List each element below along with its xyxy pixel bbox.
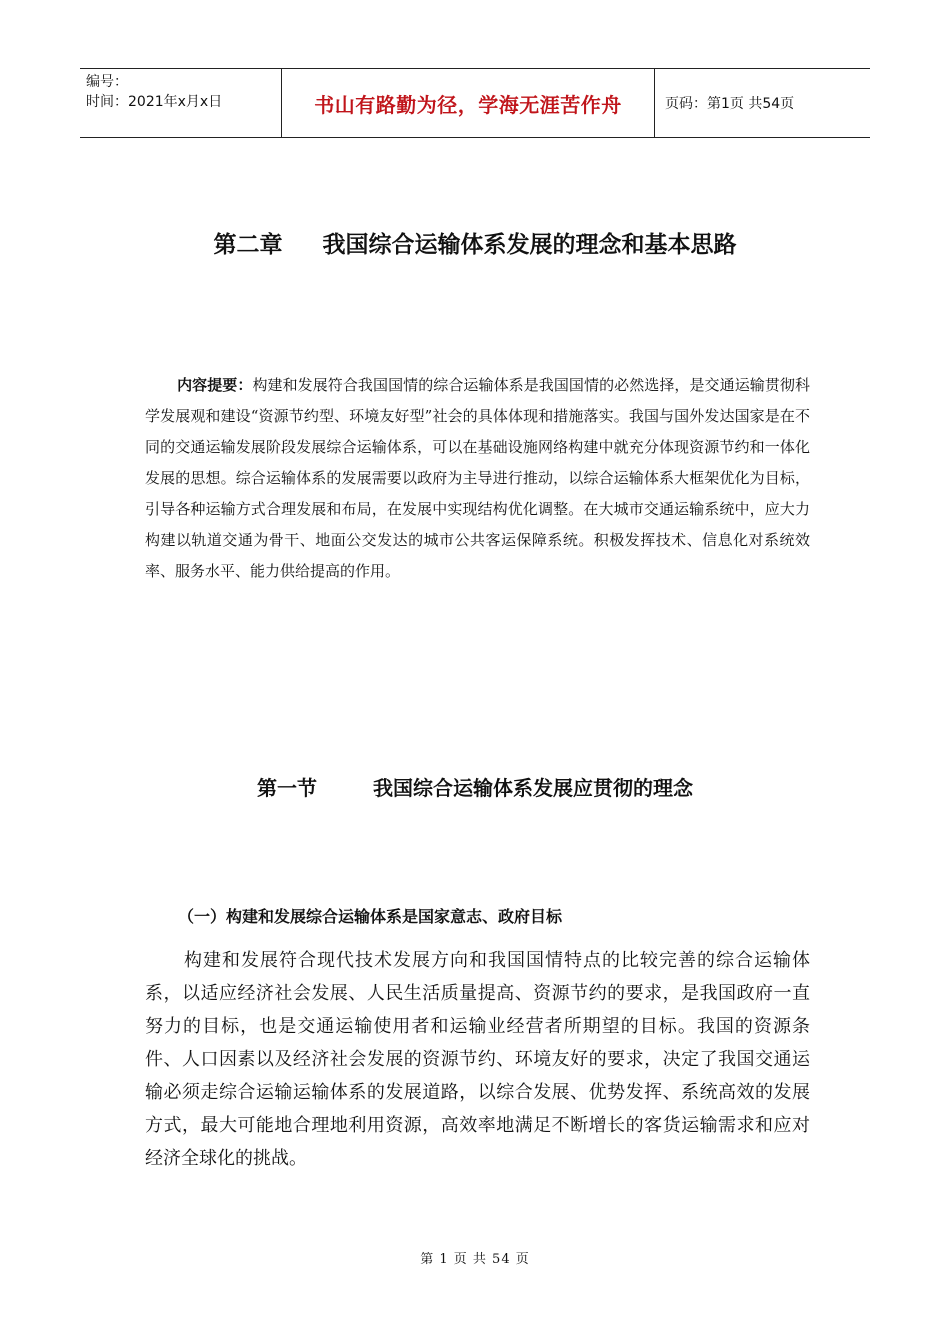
header-meta-cell <box>80 69 282 137</box>
section-heading <box>0 772 950 801</box>
body-paragraph <box>145 944 810 1175</box>
section-number: 第一节 <box>257 776 317 800</box>
date-line: 时间：2021年x月x日 <box>86 94 223 110</box>
header-table <box>80 68 870 138</box>
abstract-text: 构建和发展符合我国国情的综合运输体系是我国国情的必然选择，是交通运输贯彻科学发展观和建设“资源节约型、环境友好型”社会的具体体现和措施落实。我国与国外发达国家是在不同的交通运输发展阶段发展综合运输体系，可以在基础设施网络构建中就充分体现资源节约和一体化发展的思想。综合运输体系的发展需要以政府为主导进行推动，以综合运输体系大框架优化为目标，引导各种运输方式合理发展和布局，在发展中实现结构优化调整。在大城市交通运输系统中，应大力构建以轨道交通为骨干、地面公交发达的城市公共客运保障系统。积极发挥技术、信息化对系统效率、服务水平、能力供给提高的作用。 <box>145 376 810 580</box>
page-footer: 第 1 页 共 54 页 <box>420 1252 530 1267</box>
abstract <box>145 370 810 587</box>
page-info: 页码：第1页 共54页 <box>665 96 795 112</box>
abstract-label: 内容提要： <box>177 376 253 394</box>
chapter-number: 第二章 <box>213 232 283 258</box>
code-label: 编号： <box>86 74 128 90</box>
chapter-heading <box>0 226 950 259</box>
body-text: 构建和发展符合现代技术发展方向和我国国情特点的比较完善的综合运输体系，以适应经济社会发展、人民生活质量提高、资源节约的要求，是我国政府一直努力的目标，也是交通运输使用者和运输业经营者所期望的目标。我国的资源条件、人口因素以及经济社会发展的资源节约、环境友好的要求，决定了我国交通运输必须走综合运输运输体系的发展道路，以综合发展、优势发挥、系统高效的发展方式，最大可能地合理地利用资源，高效率地满足不断增长的客货运输需求和应对经济全球化的挑战。 <box>145 950 810 1169</box>
motto: 书山有路勤为径，学海无涯苦作舟 <box>282 69 655 137</box>
section-title: 我国综合运输体系发展应贯彻的理念 <box>373 776 693 800</box>
chapter-title: 我国综合运输体系发展的理念和基本思路 <box>322 232 737 258</box>
subsection-heading: （一）构建和发展综合运输体系是国家意志、政府目标 <box>178 907 563 926</box>
